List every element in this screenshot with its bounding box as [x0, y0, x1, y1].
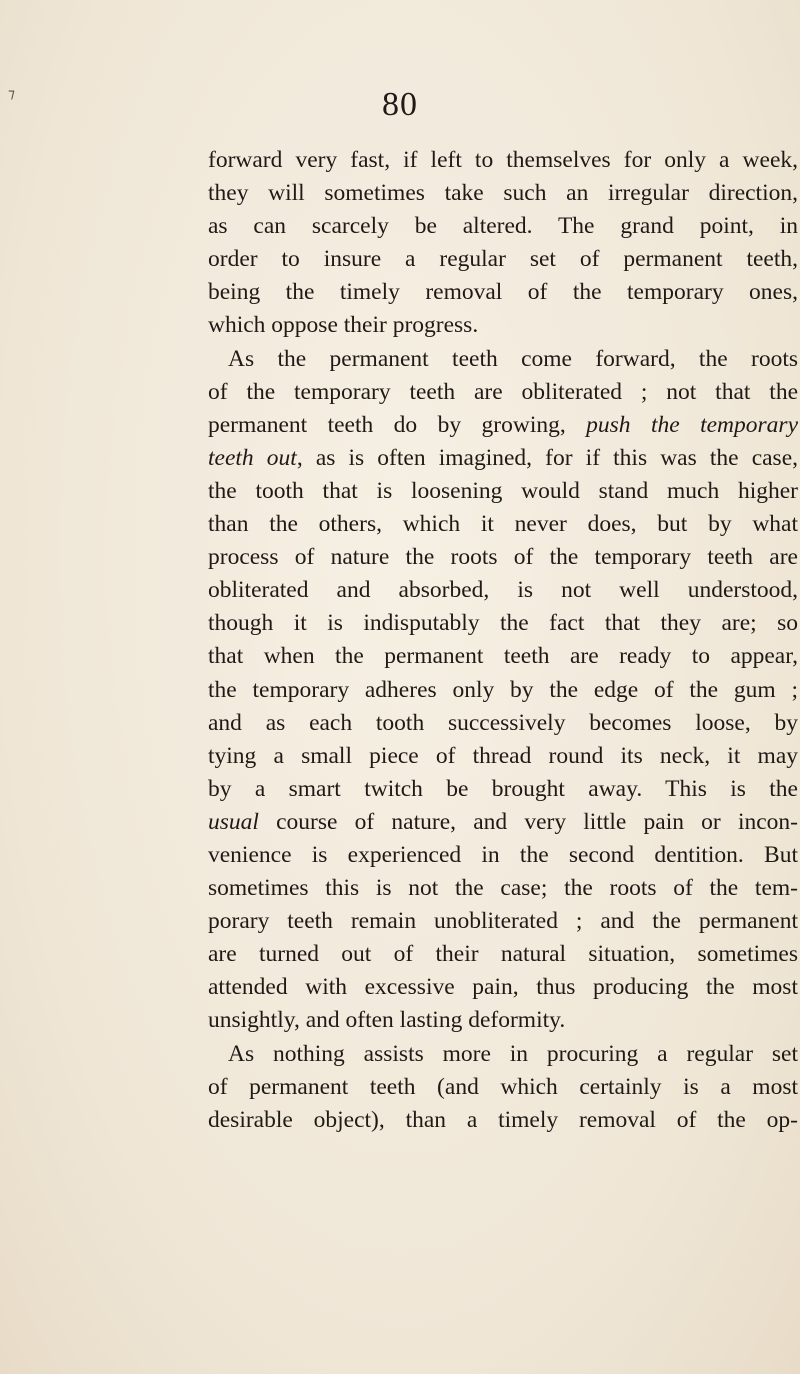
italic-text: usual — [208, 808, 259, 835]
text-line — [208, 541, 798, 574]
text-segment: tying a small piece of thread round its neck, it may — [208, 742, 798, 769]
text-segment: the temporary adheres only by the edge of the gum ; — [208, 676, 798, 703]
text-segment: course of nature, and very little pain or incon- — [258, 808, 798, 835]
body-text — [208, 144, 798, 1137]
text-line — [208, 707, 798, 740]
text-segment: the tooth that is loosening would stand much higher — [208, 477, 798, 504]
text-segment: being the timely removal of the temporary ones, — [208, 279, 798, 306]
text-segment: venience is experienced in the second dentition. But — [208, 841, 798, 868]
text-segment: sometimes this is not the case; the roots of the tem- — [208, 875, 798, 902]
text-line — [208, 905, 798, 938]
text-line — [208, 1038, 798, 1071]
text-line — [208, 640, 798, 673]
text-line — [208, 839, 798, 872]
page-number: 80 — [382, 86, 418, 123]
text-segment: which oppose their progress. — [208, 312, 479, 339]
text-line — [208, 1071, 798, 1104]
text-segment: of the temporary teeth are obliterated ; not that the — [208, 378, 798, 405]
text-line — [208, 409, 798, 442]
text-line — [208, 574, 798, 607]
italic-text: teeth out — [208, 444, 297, 471]
text-line — [208, 276, 798, 309]
text-segment: forward very fast, if left to themselves for only a week, — [208, 147, 798, 173]
text-segment: though it is indisputably the fact that they are; so — [208, 610, 798, 637]
text-segment: As the permanent teeth come forward, the roots — [228, 345, 798, 372]
text-segment: , as is often imagined, for if this was the case, — [296, 444, 799, 471]
text-line — [208, 607, 798, 640]
text-segment: that when the permanent teeth are ready to appear, — [208, 643, 798, 670]
text-segment: porary teeth remain unobliterated ; and the permanent — [208, 908, 798, 935]
text-line — [208, 177, 798, 210]
text-segment: As nothing assists more in procuring a regular set — [228, 1040, 798, 1067]
text-segment: unsightly, and often lasting deformity. — [208, 1007, 566, 1034]
text-line — [208, 309, 798, 342]
text-segment: obliterated and absorbed, is not well understood, — [208, 577, 798, 604]
text-segment: than the others, which it never does, but by what — [208, 511, 798, 538]
text-line — [208, 740, 798, 773]
text-line — [208, 508, 798, 541]
margin-mark: ⁊ — [8, 87, 15, 102]
text-segment: as can scarcely be altered. The grand point, in — [208, 213, 798, 240]
text-line — [208, 144, 798, 177]
text-line — [208, 938, 798, 971]
text-line — [208, 773, 798, 806]
text-line — [208, 1004, 798, 1037]
text-line — [208, 243, 798, 276]
text-segment: they will sometimes take such an irregular direction, — [208, 180, 798, 207]
text-segment: permanent teeth do by growing, — [208, 411, 587, 438]
text-segment: attended with excessive pain, thus producing the most — [208, 974, 798, 1001]
italic-text: push the temporary — [586, 411, 799, 438]
text-line — [208, 806, 798, 839]
text-segment: are turned out of their natural situation, sometimes — [208, 941, 798, 968]
text-line — [208, 971, 798, 1004]
text-line — [208, 475, 798, 508]
text-line — [208, 872, 798, 905]
text-line — [208, 343, 798, 376]
text-segment: of permanent teeth (and which certainly is a most — [208, 1073, 798, 1100]
text-line — [208, 674, 798, 707]
text-segment: by a smart twitch be brought away. This is the — [208, 775, 798, 802]
text-line — [208, 376, 798, 409]
text-segment: desirable object), than a timely removal of the op- — [208, 1106, 798, 1133]
text-segment: order to insure a regular set of permanent teeth, — [208, 246, 798, 273]
text-line — [208, 442, 798, 475]
text-line — [208, 210, 798, 243]
text-segment: process of nature the roots of the temporary teeth are — [208, 544, 798, 571]
text-line — [208, 1104, 798, 1137]
text-segment: and as each tooth successively becomes loose, by — [208, 709, 798, 736]
